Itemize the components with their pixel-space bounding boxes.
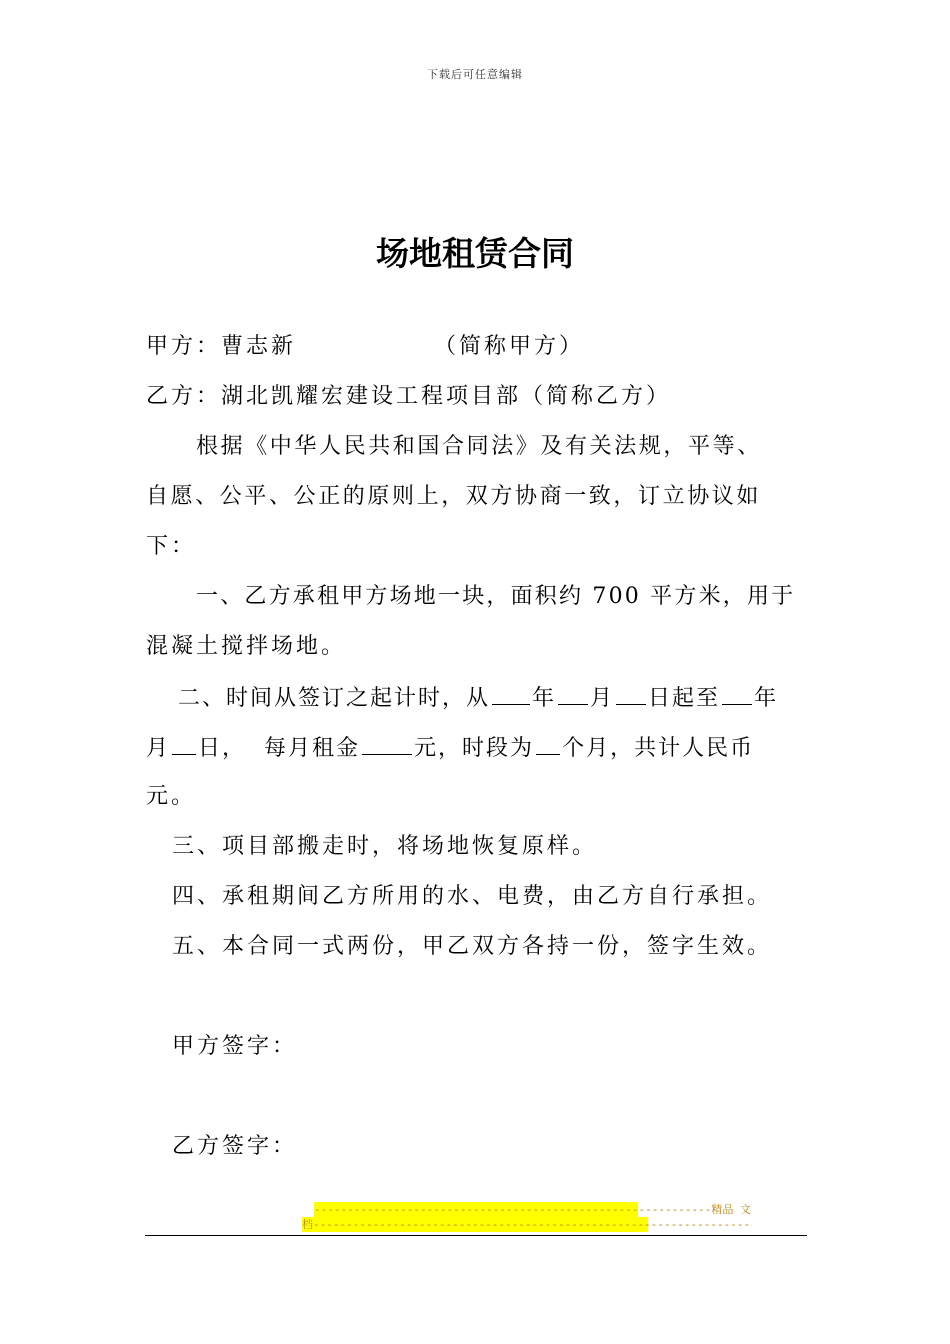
day-to-label: 日， [198, 736, 247, 761]
clause-2-intro: 二、时间从签订之起计时，从 [178, 686, 491, 711]
clause-2-line-2 [146, 736, 754, 760]
year-to-label: 年 [754, 686, 779, 711]
months-label: 个月，共计人民币 [562, 736, 755, 761]
rent-label: 每月租金 [264, 736, 361, 761]
page-title: 场地租赁合同 [376, 234, 574, 273]
blank-year-from[interactable] [492, 686, 530, 705]
party-a-line [146, 336, 584, 358]
yuan-label: 元，时段为 [414, 736, 535, 761]
clause-5: 五、本合同一式两份，甲乙双方各持一份，签字生效。 [172, 934, 773, 959]
footer-watermark-line-1: ------------------------------------------------------------精品 文 [314, 1203, 751, 1216]
blank-rent[interactable] [362, 736, 412, 755]
clause-1-line-1: 一、乙方承租甲方场地一块，面积约 700 平方米，用于 [196, 584, 796, 609]
blank-month-from[interactable] [558, 686, 588, 705]
clause-2-line-3: 元。 [146, 784, 197, 809]
year-label: 年 [532, 686, 557, 711]
party-b-line: 乙方：湖北凯耀宏建设工程项目部（简称乙方） [146, 384, 672, 409]
blank-year-to[interactable] [722, 686, 752, 705]
clause-4: 四、承租期间乙方所用的水、电费，由乙方自行承担。 [172, 884, 773, 909]
month-label: 月 [590, 686, 615, 711]
month-to-label: 月 [146, 736, 171, 761]
blank-months[interactable] [536, 736, 560, 755]
intro-line-1: 根据《中华人民共和国合同法》及有关法规，平等、 [196, 434, 762, 459]
clause-1-line-2: 混凝土搅拌场地。 [146, 634, 347, 659]
blank-day-from[interactable] [616, 686, 646, 705]
party-a-name: 甲方：曹志新 [146, 334, 297, 359]
party-a-short: （简称甲方） [434, 334, 585, 359]
intro-line-3: 下： [146, 534, 197, 559]
header-note: 下载后可任意编辑 [427, 68, 523, 81]
footer-rule [145, 1235, 807, 1236]
footer-watermark-line-2: 档------------------------------------------------------------------ [302, 1218, 751, 1231]
day-from-label: 日起至 [648, 686, 721, 711]
intro-line-2: 自愿、公平、公正的原则上，双方协商一致，订立协议如 [146, 484, 762, 509]
clause-2-line-1 [178, 686, 778, 710]
clause-3: 三、项目部搬走时，将场地恢复原样。 [172, 834, 598, 859]
blank-day-to[interactable] [172, 736, 196, 755]
party-a-signature-label: 甲方签字： [172, 1034, 298, 1059]
party-b-signature-label: 乙方签字： [172, 1134, 298, 1159]
